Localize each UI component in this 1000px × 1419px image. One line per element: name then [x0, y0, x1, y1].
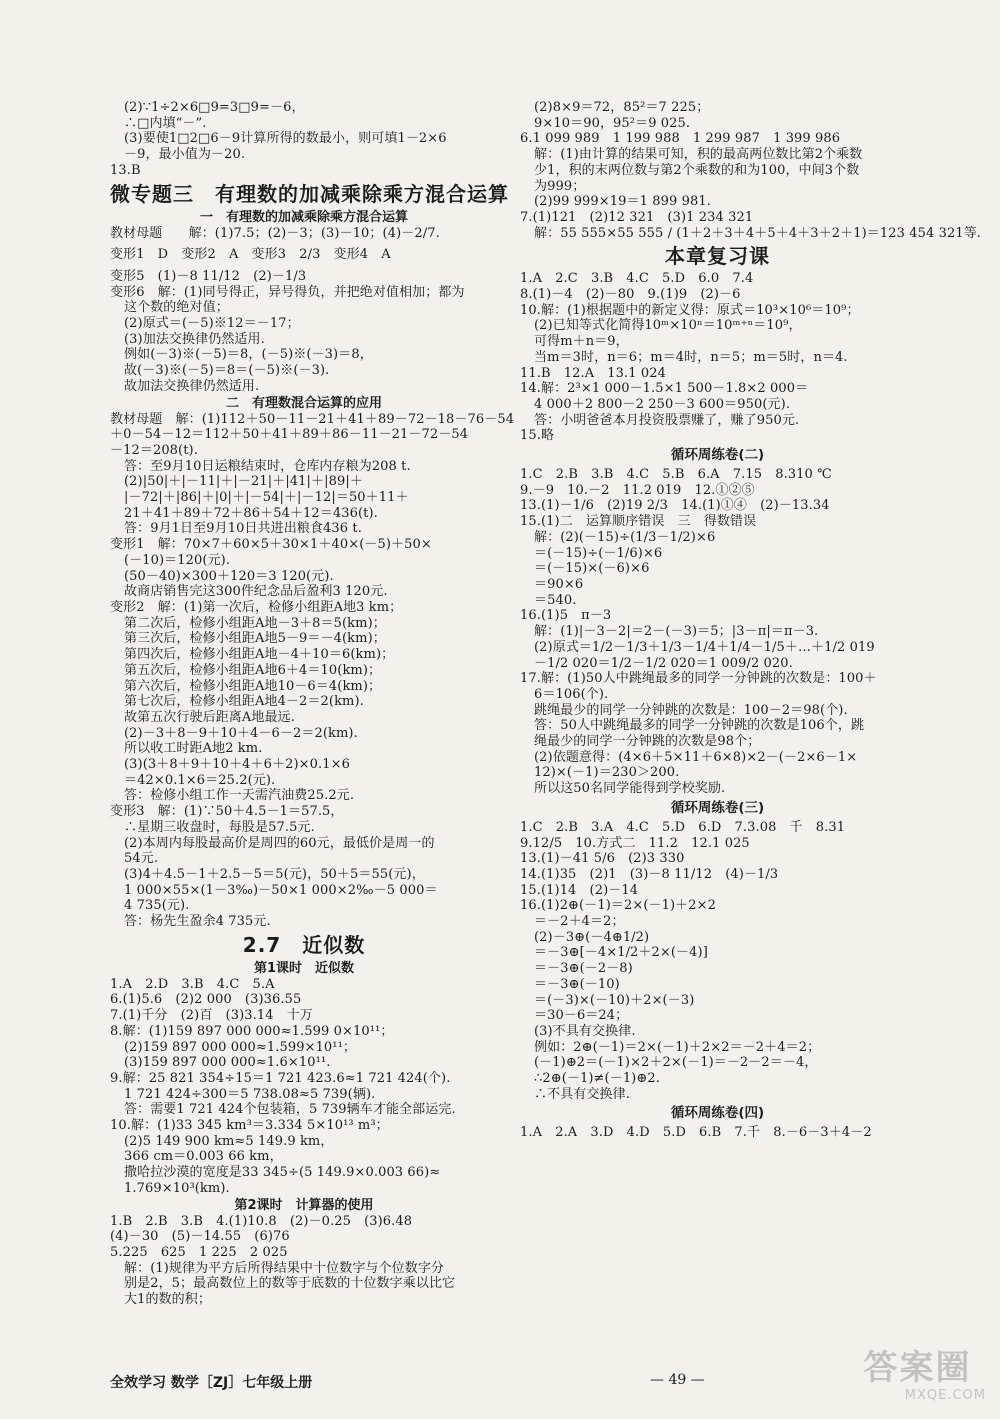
answer-line: 17.解：(1)50人中跳绳最多的同学一分钟跳的次数是：100＋ — [520, 671, 877, 687]
answer-line: 4 000＋2 800－2 250－3 600＝950(元). — [534, 396, 791, 412]
answer-line: 1.A 2.C 3.B 4.C 5.D 6.0 7.4 — [520, 271, 754, 287]
answer-line: 第三次后，检修小组距A地5－9＝－4(km)； — [124, 631, 386, 647]
answer-line: (2)本周内每股最高价是周四的60元，最低价是周一的 — [124, 835, 435, 851]
answer-line: 21＋41＋89＋72＋86＋54＋12＝436(t). — [124, 505, 378, 521]
answer-line: 4 735(元). — [124, 898, 190, 914]
answer-line: 9.－9 10.－2 11.2 019 12.①②⑤ — [520, 482, 755, 498]
subsection-title: 第2课时 计算器的使用 — [234, 1197, 374, 1213]
watermark-url: MXQE.COM — [904, 1388, 986, 1403]
answer-line: 所以收工时距A地2 km. — [124, 741, 263, 757]
answer-line: (4)－30 (5)－14.55 (6)76 — [110, 1229, 290, 1245]
answer-line: (2)原式＝(－5)※12＝－17； — [124, 316, 300, 332]
subsection-title: 第1课时 近似数 — [253, 960, 355, 976]
watermark-logo — [845, 1348, 990, 1414]
answer-line: 11.B 12.A 13.1 024 — [520, 365, 666, 381]
book-footer: 全效学习 数学［ZJ］七年级上册 — [110, 1375, 313, 1391]
answer-line: ＝(－3)×(－10)＋2×(－3) — [534, 992, 695, 1008]
answer-line: 13.B — [110, 162, 141, 178]
answer-line: 13.(1)－1/6 (2)19 2/3 14.(1)①④ (2)－13.34 — [520, 498, 830, 514]
answer-line: 少1，积的末两位数与第2个乘数的和为100，中间3个数 — [534, 162, 860, 178]
answer-line: (3)要使1□2□6－9计算所得的数最小，则可填1－2×6 — [124, 131, 447, 147]
answer-line: (2)5 149 900 km≈5 149.9 km， — [124, 1133, 334, 1149]
answer-line: 54元. — [124, 851, 159, 867]
left-column — [110, 100, 515, 1308]
subsection-title: 循环周练卷(二) — [670, 447, 765, 464]
answer-line: 变形1 解：70×7＋60×5＋30×1＋40×(－5)＋50× — [110, 537, 432, 553]
answer-line: ＝－2＋4＝2； — [534, 914, 625, 930]
answer-line: －9，最小值为－20. — [124, 147, 246, 163]
answer-line: ＝－3⊕[－4×1/2＋2×(－4)] — [534, 945, 708, 961]
answer-line: 1 721 424÷300＝5 738.08≈5 739(辆). — [124, 1086, 376, 1102]
answer-line: 例如：2⊕(－1)＝2×(－1)＋2×2＝－2＋4＝2； — [534, 1039, 821, 1055]
answer-line: 故第五次行驶后距离A地最远. — [124, 709, 295, 725]
answer-line: ＝(－15)÷(－1/6)×6 — [534, 545, 663, 561]
answer-line: 例如(－3)※(－5)＝8，(－5)※(－3)＝8， — [124, 347, 373, 363]
answer-line: 15.(1)14 (2)－14 — [520, 882, 639, 898]
answer-line: 变形3 解：(1)∵50＋4.5－1＝57.5， — [110, 804, 344, 820]
answer-line: 故商店销售完这300件纪念品后盈利3 120元. — [124, 584, 388, 600]
answer-line: ∴2⊕(－1)≠(－1)⊕2. — [534, 1071, 660, 1087]
answer-line: 大1的数的积； — [124, 1292, 211, 1308]
answer-line: 14.解：2³×1 000－1.5×1 500－1.8×2 000＝ — [520, 381, 809, 397]
section-title: 2.7 近似数 — [242, 932, 366, 957]
answer-line: 6＝106(个). — [534, 686, 609, 702]
answer-line: 9.12/5 10.方式二 11.2 12.1 025 — [520, 835, 750, 851]
answer-line: 解：(1)规律为平方后所得结果中十位数字与个位数字分 — [124, 1260, 445, 1276]
answer-line: ∴□内填“－”. — [124, 115, 207, 131]
answer-line: (3)(3＋8＋9＋10＋4＋6＋2)×0.1×6 — [124, 757, 350, 773]
answer-line: 为999； — [534, 178, 586, 194]
answer-line: 1.B 2.B 3.B 4.(1)10.8 (2)－0.25 (3)6.48 — [110, 1213, 413, 1229]
answer-line: 8.解：(1)159 897 000 000≈1.599 0×10¹¹； — [110, 1023, 394, 1039]
answer-line: 16.(1)2⊕(－1)＝2×(－1)＋2×2 — [520, 898, 716, 914]
answer-line: 8.(1)－4 (2)－80 9.(1)9 (2)－6 — [520, 287, 741, 303]
answer-line: 第六次后，检修小组距A地10－6＝4(km)； — [124, 678, 382, 694]
answer-line: (2)原式＝1/2－1/3＋1/3－1/4＋1/4－1/5＋…＋1/2 019 — [534, 639, 875, 655]
answer-line: －1/2 020＝1/2－1/2 020＝1 009/2 020. — [534, 655, 793, 671]
answer-line: 故(－3)※(－5)＝8＝(－5)※(－3). — [124, 363, 330, 379]
answer-line: (2)|50|＋|－11|＋|－21|＋|41|＋|89|＋ — [124, 474, 363, 490]
answer-line: |－72|＋|86|＋|0|＋|－54|＋|－12|＝50＋11＋ — [124, 490, 409, 506]
answer-line: 答：50人中跳绳最多的同学一分钟跳的次数是106个，跳 — [534, 718, 865, 734]
answer-line: 可得m＋n＝9， — [534, 334, 629, 350]
answer-line: 教材母题 解：(1)112＋50－11－21＋41＋89－72－18－76－54 — [110, 411, 515, 427]
answer-line: 1.A 2.A 3.D 4.D 5.D 6.B 7.千 8.－6－3＋4－2 — [520, 1125, 872, 1141]
answer-line: 变形6 解：(1)同号得正，异号得负，并把绝对值相加；都为 — [110, 284, 465, 300]
answer-line: 10.解：(1)根据题中的新定义得：原式＝10³×10⁶＝10⁹； — [520, 302, 860, 318]
answer-line: 1.C 2.B 3.A 4.C 5.D 6.D 7.3.08 千 8.31 — [520, 819, 846, 835]
answer-line: 绳最少的同学一分钟跳的次数是98个； — [534, 734, 761, 750]
answer-line: 14.(1)35 (2)1 (3)－8 11/12 (4)－1/3 — [520, 866, 779, 882]
answer-line: (3)4＋4.5－1＋2.5－5＝5(元)，50＋5＝55(元)， — [124, 866, 425, 882]
answer-line: 12)×(－1)＝230＞200. — [534, 765, 680, 781]
answer-line: 1.A 2.D 3.B 4.C 5.A — [110, 976, 275, 992]
answer-line: ＝42×0.1×6＝25.2(元). — [124, 772, 276, 788]
answer-line: (3)159 897 000 000≈1.6×10¹¹. — [124, 1055, 331, 1071]
answer-line: (2)159 897 000 000≈1.599×10¹¹； — [124, 1039, 357, 1055]
answer-line: 6.(1)5.6 (2)2 000 (3)36.55 — [110, 992, 302, 1008]
answer-line: (2)99 999×19＝1 899 981. — [534, 194, 711, 210]
answer-line: (2)∵1÷2×6□9=3□9=－6， — [124, 100, 305, 115]
watermark-text: 答案圈 — [863, 1348, 972, 1388]
section-title: 微专题三 有理数的加减乘除乘方混合运算 — [110, 181, 509, 206]
subsection-title: 循环周练卷(四) — [670, 1105, 765, 1122]
answer-line: (－10)＝120(元). — [124, 552, 231, 568]
answer-line: 5.225 625 1 225 2 025 — [110, 1245, 288, 1260]
answer-line: (2)依题意得：(4×6＋5×11＋6×8)×2－(－2×6－1× — [534, 749, 858, 765]
answer-line: ＋0－54－12＝112＋50＋41＋89＋86－11－21－72－54 — [110, 427, 469, 443]
answer-line: 变形2 解：(1)第一次后，检修小组距A地3 km； — [110, 599, 403, 615]
answer-line: 教材母题 解：(1)7.5；(2)－3；(3)－10；(4)－2/7. — [110, 225, 440, 241]
answer-line: 当m＝3时，n＝6；m＝4时，n＝5；m＝5时，n＝4. — [534, 349, 848, 365]
answer-line: (－1)⊕2＝(－1)×2＋2×(－1)＝－2－2＝－4， — [534, 1055, 818, 1071]
section-title: 本章复习课 — [665, 244, 770, 269]
answer-line: 第七次后，检修小组距A地4－2＝2(km). — [124, 694, 364, 710]
subsection-title: 一 有理数的加减乘除乘方混合运算 — [199, 209, 408, 225]
answer-line: (2)－3＋8－9＋10＋4－6－2＝2(km). — [124, 725, 358, 741]
answer-line: 答：检修小组工作一天需汽油费25.2元. — [124, 788, 355, 804]
right-column — [520, 100, 982, 1141]
answer-line: ＝30－6＝24； — [534, 1008, 629, 1024]
answer-line: 解：(1)|－3－2|＝2－(－3)＝5；|3－π|＝π－3. — [534, 624, 819, 640]
subsection-title: 二 有理数混合运算的应用 — [225, 395, 382, 411]
answer-line: 1.769×10³(km). — [124, 1180, 230, 1196]
answer-line: 解：55 555×55 555 / (1＋2＋3＋4＋5＋4＋3＋2＋1)＝123 454 321等. — [534, 225, 982, 241]
answer-line: (2)8×9＝72，85²＝7 225； — [534, 100, 710, 115]
answer-line: 答：9月1日至9月10日共进出粮食436 t. — [124, 521, 362, 537]
answer-line: 解：(1)由计算的结果可知，积的最高两位数比第2个乘数 — [534, 147, 863, 163]
answer-line: 7.(1)121 (2)12 321 (3)1 234 321 — [520, 209, 754, 225]
answer-line: 第五次后，检修小组距A地6＋4＝10(km)； — [124, 662, 382, 678]
answer-line: ∴星期三收盘时，每股是57.5元. — [124, 819, 315, 835]
answer-line: 10.解：(1)33 345 km³＝3.334 5×10¹³ m³； — [110, 1118, 389, 1134]
answer-line: 解：(2)(－15)÷(1/3－1/2)×6 — [534, 529, 716, 545]
answer-line: 9×10＝90，95²＝9 025. — [534, 115, 691, 131]
answer-line: 别是2，5；最高数位上的数等于底数的十位数字乘以比它 — [124, 1276, 456, 1292]
answer-line: 15.(1)二 运算顺序错误 三 得数错误 — [520, 514, 757, 530]
answer-line: 7.(1)千分 (2)百 (3)3.14 十万 — [110, 1008, 313, 1024]
answer-line: 366 cm＝0.003 66 km， — [124, 1149, 283, 1165]
answer-line: ＝(－15)×(－6)×6 — [534, 561, 650, 577]
answer-line: (3)不具有交换律. — [534, 1023, 636, 1039]
answer-line: 16.(1)5 π－3 — [520, 608, 612, 624]
answer-line: 6.1 099 989 1 199 988 1 299 987 1 399 986 — [520, 131, 841, 147]
subsection-title: 循环周练卷(三) — [670, 799, 765, 816]
answer-line: 1.C 2.B 3.B 4.C 5.B 6.A 7.15 8.310 ℃ — [520, 467, 832, 483]
page-number: — 49 — — [650, 1372, 705, 1388]
answer-line: (2)－3⊕(－4⊕1/2) — [534, 929, 650, 945]
answer-line: (50－40)×300＋120＝3 120(元). — [124, 568, 334, 584]
answer-line: ＝－3⊕(－2－8) — [534, 961, 633, 977]
answer-line: 故加法交换律仍然适用. — [124, 378, 260, 394]
answer-line: 1 000×55×(1－3‰)－50×1 000×2‰－5 000＝ — [124, 882, 438, 898]
answer-line: 变形1 D 变形2 A 变形3 2/3 变形4 A — [110, 247, 391, 263]
answer-line: 这个数的绝对值； — [124, 300, 229, 316]
answer-line: 答：至9月10日运粮结束时，仓库内存粮为208 t. — [124, 458, 411, 474]
answer-line: 第二次后，检修小组距A地－3＋8＝5(km)； — [124, 615, 386, 631]
answer-line: ＝540. — [534, 592, 577, 608]
answer-line: 变形5 (1)－8 11/12 (2)－1/3 — [110, 268, 307, 284]
answer-line: 所以这50名同学能得到学校奖励. — [534, 781, 726, 797]
answer-line: 第四次后，检修小组距A地－4＋10＝6(km)； — [124, 647, 395, 663]
answer-line: (3)加法交换律仍然适用. — [124, 331, 265, 347]
answer-line: ∴不具有交换律. — [534, 1086, 630, 1102]
answer-line: ＝90×6 — [534, 576, 584, 592]
answer-line: 撒哈拉沙漠的宽度是33 345÷(5 149.9×0.003 66)≈ — [124, 1165, 441, 1181]
answer-line: 答：杨先生盈余4 735元. — [124, 914, 271, 930]
answer-line: 9.解：25 821 354÷15＝1 721 423.6≈1 721 424(个). — [110, 1070, 451, 1086]
answer-line: 答：小明爸爸本月投资股票赚了，赚了950元. — [534, 412, 800, 428]
answer-line: 答：需要1 721 424个包装箱，5 739辆车才能全部运完. — [124, 1102, 456, 1118]
answer-line: 13.(1)－41 5/6 (2)3 330 — [520, 851, 685, 867]
answer-line: 跳绳最少的同学一分钟跳的次数是：100－2＝98(个). — [534, 702, 848, 718]
answer-line: 15.略 — [520, 428, 555, 444]
answer-line: ＝－3⊕(－10) — [534, 976, 620, 992]
answer-line: (2)已知等式化简得10ᵐ×10ⁿ＝10ᵐ⁺ⁿ＝10⁹， — [534, 318, 802, 334]
answer-line: －12＝208(t). — [110, 442, 198, 458]
